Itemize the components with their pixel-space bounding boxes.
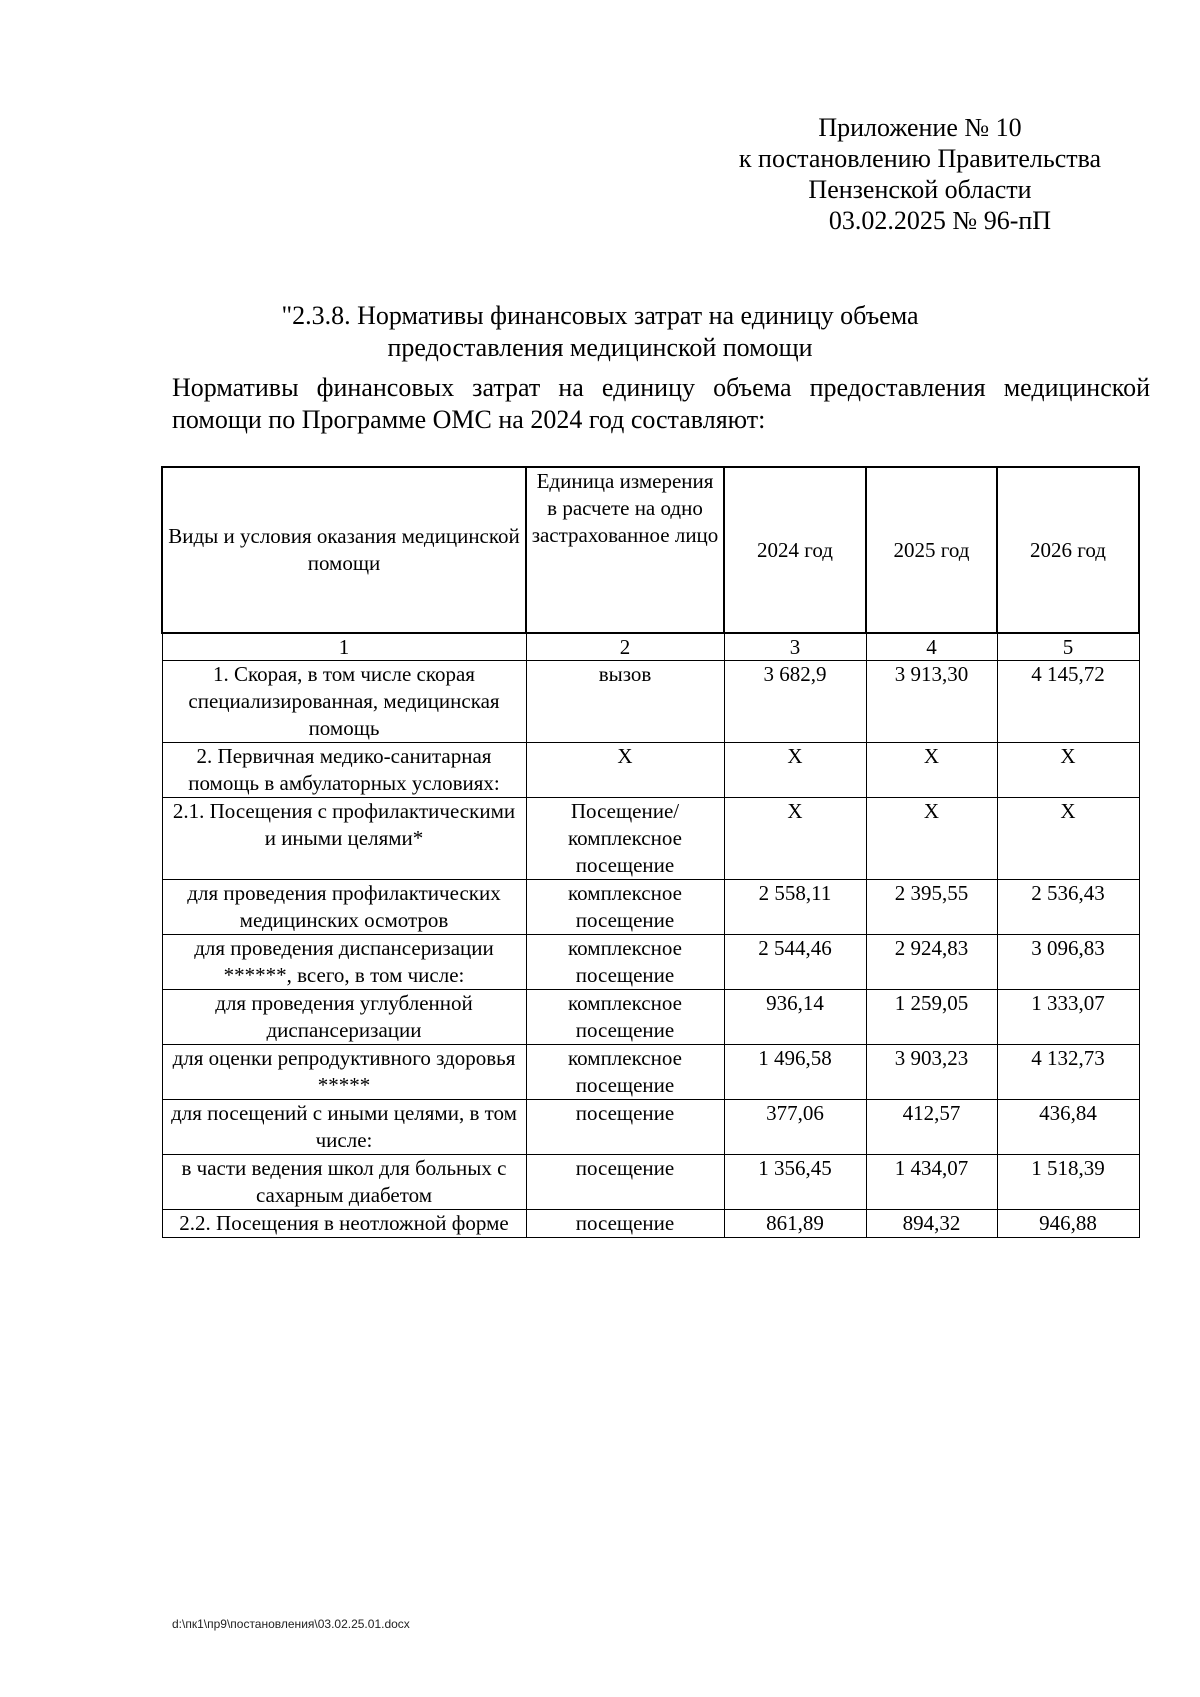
cell-2025: 2 924,83	[866, 935, 997, 990]
cell-kind: для проведения углубленной диспансеризации	[162, 990, 526, 1045]
cell-2024: 377,06	[724, 1100, 866, 1155]
table-row	[162, 661, 1139, 743]
column-number: 4	[866, 633, 997, 661]
header-unit: Единица измерения в расчете на одно застрахованное лицо	[526, 467, 724, 633]
section-title-line-1: "2.3.8. Нормативы финансовых затрат на единицу объема	[281, 301, 919, 330]
section-title	[170, 300, 1030, 364]
cell-unit: вызов	[526, 661, 724, 743]
appendix-number: Приложение № 10	[818, 113, 1022, 142]
cell-2026: 4 132,73	[997, 1045, 1139, 1100]
cell-2026: 4 145,72	[997, 661, 1139, 743]
column-number: 3	[724, 633, 866, 661]
cell-2026: 1 518,39	[997, 1155, 1139, 1210]
cell-2024: 3 682,9	[724, 661, 866, 743]
cell-2026: 436,84	[997, 1100, 1139, 1155]
column-number: 2	[526, 633, 724, 661]
cell-kind: для оценки репродуктивного здоровья *****	[162, 1045, 526, 1100]
header-kind: Виды и условия оказания медицинской помощи	[162, 467, 526, 633]
cell-kind: 2.1. Посещения с профилактическими и иными целями*	[162, 798, 526, 880]
cell-2025: 894,32	[866, 1210, 997, 1238]
cell-2025: Х	[866, 743, 997, 798]
table-header-row	[162, 467, 1139, 633]
cell-unit: посещение	[526, 1210, 724, 1238]
column-number: 1	[162, 633, 526, 661]
header-2025: 2025 год	[866, 467, 997, 633]
cell-2024: Х	[724, 743, 866, 798]
cell-2026: Х	[997, 743, 1139, 798]
cell-2025: Х	[866, 798, 997, 880]
cell-kind: в части ведения школ для больных с сахарным диабетом	[162, 1155, 526, 1210]
cell-kind: для посещений с иными целями, в том числе:	[162, 1100, 526, 1155]
cell-unit: Х	[526, 743, 724, 798]
cell-2026: 2 536,43	[997, 880, 1139, 935]
cell-2025: 412,57	[866, 1100, 997, 1155]
table-row	[162, 990, 1139, 1045]
file-path-footer: d:\пк1\пр9\постановления\03.02.25.01.docx	[172, 1617, 410, 1631]
table-row	[162, 935, 1139, 990]
cell-unit: комплексное посещение	[526, 880, 724, 935]
table-row	[162, 1155, 1139, 1210]
cell-2024: 1 496,58	[724, 1045, 866, 1100]
cell-kind: для проведения диспансеризации ******, всего, в том числе:	[162, 935, 526, 990]
cell-unit: Посещение/ комплексное посещение	[526, 798, 724, 880]
cell-2025: 1 259,05	[866, 990, 997, 1045]
table-row	[162, 880, 1139, 935]
cell-kind: 2. Первичная медико-санитарная помощь в амбулаторных условиях:	[162, 743, 526, 798]
table-row	[162, 1045, 1139, 1100]
cell-2026: 3 096,83	[997, 935, 1139, 990]
cell-2024: 936,14	[724, 990, 866, 1045]
header-2024: 2024 год	[724, 467, 866, 633]
appendix-header	[690, 112, 1150, 236]
cell-2025: 3 913,30	[866, 661, 997, 743]
cell-kind: 2.2. Посещения в неотложной форме	[162, 1210, 526, 1238]
cell-unit: комплексное посещение	[526, 935, 724, 990]
cell-2026: 946,88	[997, 1210, 1139, 1238]
cell-2024: 2 544,46	[724, 935, 866, 990]
appendix-region: Пензенской области	[808, 175, 1032, 204]
section-title-line-2: предоставления медицинской помощи	[387, 333, 813, 362]
appendix-date-number: 03.02.2025 № 96-пП	[828, 206, 1052, 235]
column-number: 5	[997, 633, 1139, 661]
cell-2025: 2 395,55	[866, 880, 997, 935]
cell-2024: 2 558,11	[724, 880, 866, 935]
cell-kind: 1. Скорая, в том числе скорая специализированная, медицинская помощь	[162, 661, 526, 743]
header-2026: 2026 год	[997, 467, 1139, 633]
table-row	[162, 743, 1139, 798]
table-row	[162, 1210, 1139, 1238]
cell-2025: 3 903,23	[866, 1045, 997, 1100]
cell-unit: комплексное посещение	[526, 1045, 724, 1100]
cell-2024: 861,89	[724, 1210, 866, 1238]
cell-kind: для проведения профилактических медицинских осмотров	[162, 880, 526, 935]
cell-unit: комплексное посещение	[526, 990, 724, 1045]
intro-paragraph: Нормативы финансовых затрат на единицу объема предоставления медицинской помощи по Программе ОМС на 2024 год составляют:	[172, 373, 1150, 434]
table-row	[162, 1100, 1139, 1155]
cell-2024: 1 356,45	[724, 1155, 866, 1210]
table-row	[162, 798, 1139, 880]
appendix-resolution-ref: к постановлению Правительства	[738, 144, 1102, 173]
cell-2025: 1 434,07	[866, 1155, 997, 1210]
cell-unit: посещение	[526, 1155, 724, 1210]
norms-table	[161, 466, 1140, 1238]
cell-2026: Х	[997, 798, 1139, 880]
cell-unit: посещение	[526, 1100, 724, 1155]
cell-2024: Х	[724, 798, 866, 880]
column-number-row	[162, 633, 1139, 661]
cell-2026: 1 333,07	[997, 990, 1139, 1045]
